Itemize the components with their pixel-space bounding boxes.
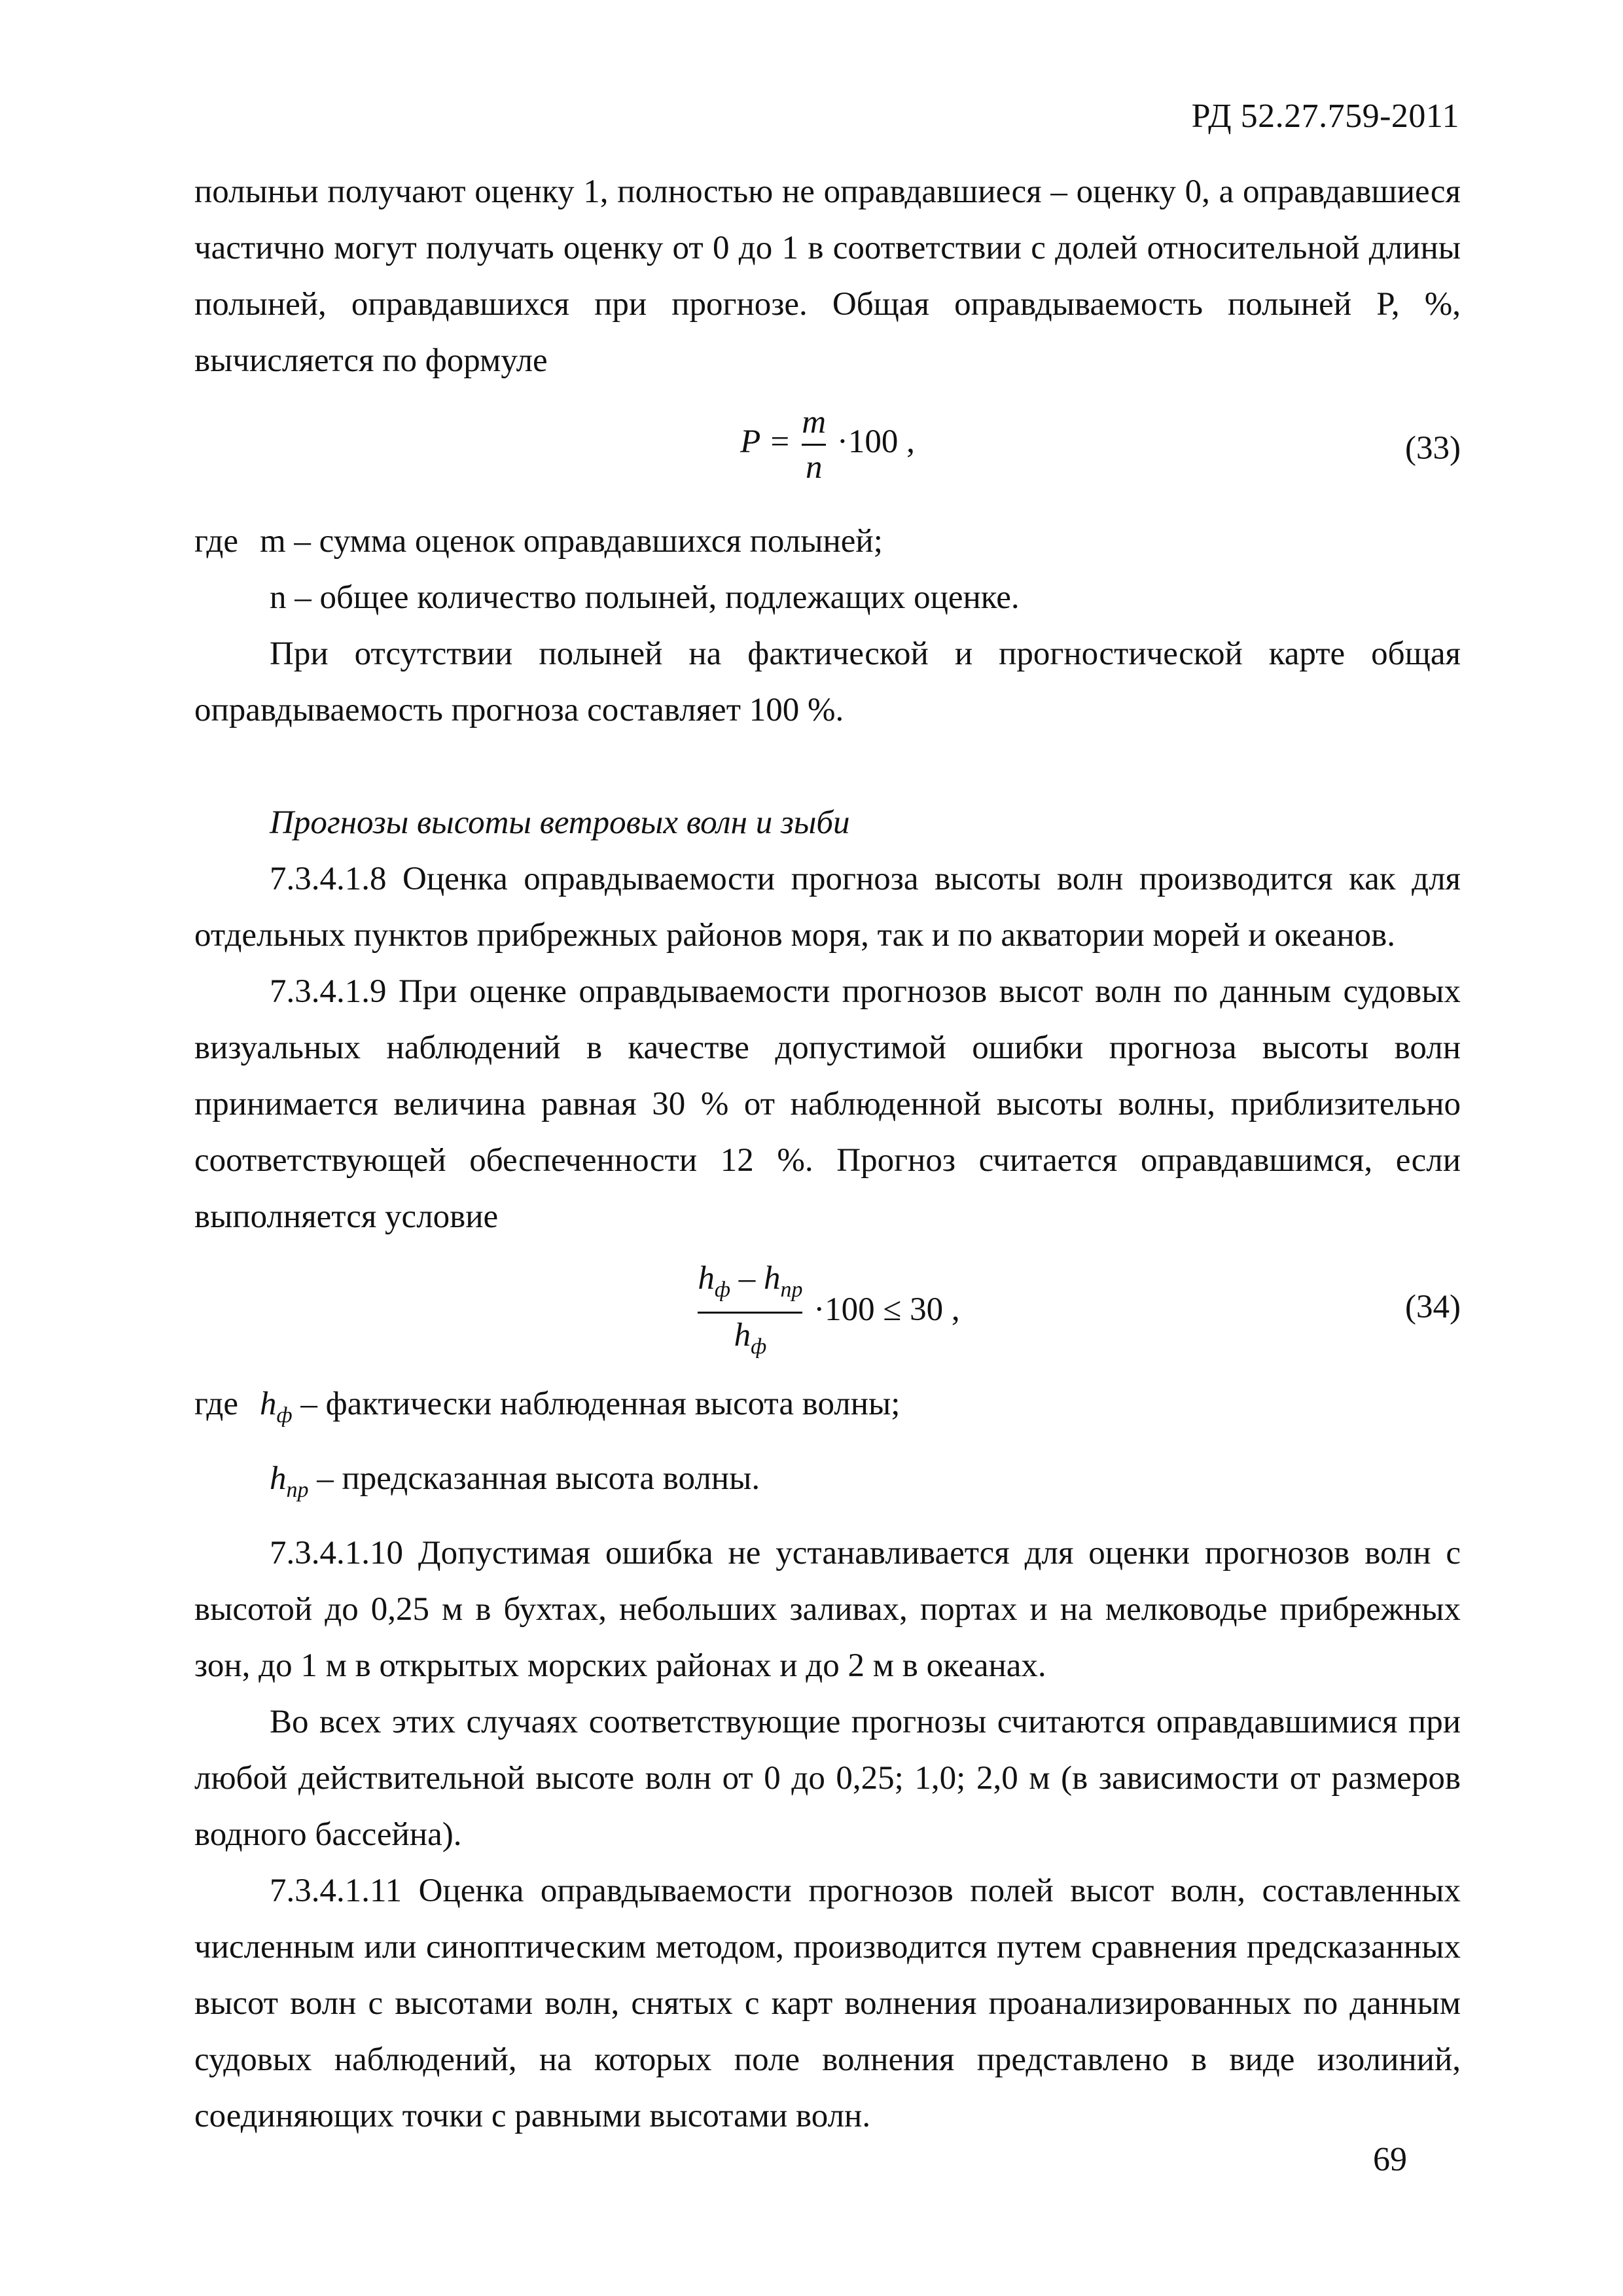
subscript-pr: пр xyxy=(286,1478,309,1502)
where-hf-definition xyxy=(260,1376,900,1444)
formula-33-numerator: m xyxy=(802,404,827,440)
hf-definition-text: – фактически наблюденная высота волны; xyxy=(300,1386,901,1422)
paragraph-7-3-4-1-11: 7.3.4.1.11 Оценка оправдываемости прогнозов полей высот волн, составленных численным или синоптическим методом, производится путем сравнения предсказанных высот волн с высотами волн, снятых с карт волнения проанализированных по данным судовых наблюдений, на которых поле волнения представлено в виде изолиний, соединяющих точки с равными высотами волн. xyxy=(194,1873,1461,2134)
where-n-definition: n – общее количество полыней, подлежащих оценке. xyxy=(270,579,1020,616)
where-word: где xyxy=(194,1386,238,1422)
formula-34-denominator xyxy=(698,1315,802,1367)
formula-33-rhs: ·100 , xyxy=(836,423,915,461)
formula-33-denominator: n xyxy=(805,449,823,486)
where-hpr-row xyxy=(194,1450,1461,1518)
paragraph-all-cases: Во всех этих случаях соответствующие прогнозы считаются оправдавшимися при любой действительной высоте волн от 0 до 0,25; 1,0; 2,0 м (в зависимости от размеров водного бассейна). xyxy=(194,1704,1461,1853)
formula-34-expression xyxy=(194,1258,1461,1367)
hpr-definition-text: – предсказанная высота волны. xyxy=(317,1460,760,1497)
fraction-bar xyxy=(802,444,826,446)
page-number: 69 xyxy=(1373,2141,1407,2178)
formula-34 xyxy=(194,1245,1461,1376)
document-code-header: РД 52.27.759-2011 xyxy=(1191,98,1459,135)
section-spacer xyxy=(194,738,1461,795)
subscript-pr: пр xyxy=(780,1278,803,1302)
formula-33-expression xyxy=(194,402,1461,488)
paragraph-2: При отсутствии полыней на фактической и прогностической карте общая оправдываемость прогноза составляет 100 %. xyxy=(194,636,1461,728)
subscript-f: ф xyxy=(276,1403,293,1427)
formula-34-rhs: ·100 ≤ 30 , xyxy=(813,1291,960,1329)
minus-sign: – xyxy=(730,1260,764,1297)
formula-33-lhs: P = xyxy=(740,423,791,461)
h-actual-symbol: h xyxy=(260,1386,277,1422)
where-n-row xyxy=(194,569,1461,626)
subheading-wave-forecasts: Прогнозы высоты ветровых волн и зыби xyxy=(270,804,850,841)
body-text xyxy=(194,164,1461,2144)
paragraph-7-3-4-1-9: 7.3.4.1.9 При оценке оправдываемости прогнозов высот волн по данным судовых визуальных наблюдений в качестве допустимой ошибки прогноза высоты волн принимается величина равная 30 % от наблюденной высоты волны, приблизительно соответствующей обеспеченности 12 %. Прогноз считается оправдавшимся, если выполняется условие xyxy=(194,973,1461,1235)
where-m-definition: m – сумма оценок оправдавшихся полыней; xyxy=(260,523,883,560)
formula-34-numerator xyxy=(698,1258,802,1310)
formula-34-number: (34) xyxy=(1405,1289,1461,1325)
h-actual-symbol: h xyxy=(698,1260,715,1297)
h-forecast-symbol: h xyxy=(270,1460,287,1497)
paragraph-1: полыньи получают оценку 1, полностью не оправдавшиеся – оценку 0, а оправдавшиеся частично могут получать оценку от 0 до 1 в соответствии с долей относительной длины полыней, оправдавшихся при прогнозе. Общая оправдываемость полыней P, %, вычисляется по формуле xyxy=(194,173,1461,379)
where-word: где xyxy=(194,523,238,560)
formula-33-fraction xyxy=(802,402,826,488)
fraction-bar xyxy=(698,1312,802,1314)
paragraph-7-3-4-1-10: 7.3.4.1.10 Допустимая ошибка не устанавливается для оценки прогнозов волн с высотой до 0,25 м в бухтах, небольших заливах, портах и на мелководье прибрежных зон, до 1 м в открытых морских районах и до 2 м в океанах. xyxy=(194,1535,1461,1684)
paragraph-7-3-4-1-8: 7.3.4.1.8 Оценка оправдываемости прогноза высоты волн производится как для отдельных пунктов прибрежных районов моря, так и по акватории морей и океанов. xyxy=(194,861,1461,954)
subscript-f: ф xyxy=(751,1335,767,1359)
where-block-1 xyxy=(194,513,1461,569)
formula-33-number: (33) xyxy=(1405,430,1461,467)
h-actual-symbol: h xyxy=(734,1317,751,1354)
formula-34-fraction xyxy=(698,1258,802,1367)
subscript-f: ф xyxy=(714,1278,730,1302)
h-forecast-symbol: h xyxy=(763,1260,781,1297)
formula-33 xyxy=(194,389,1461,513)
where-block-2 xyxy=(194,1376,1461,1444)
